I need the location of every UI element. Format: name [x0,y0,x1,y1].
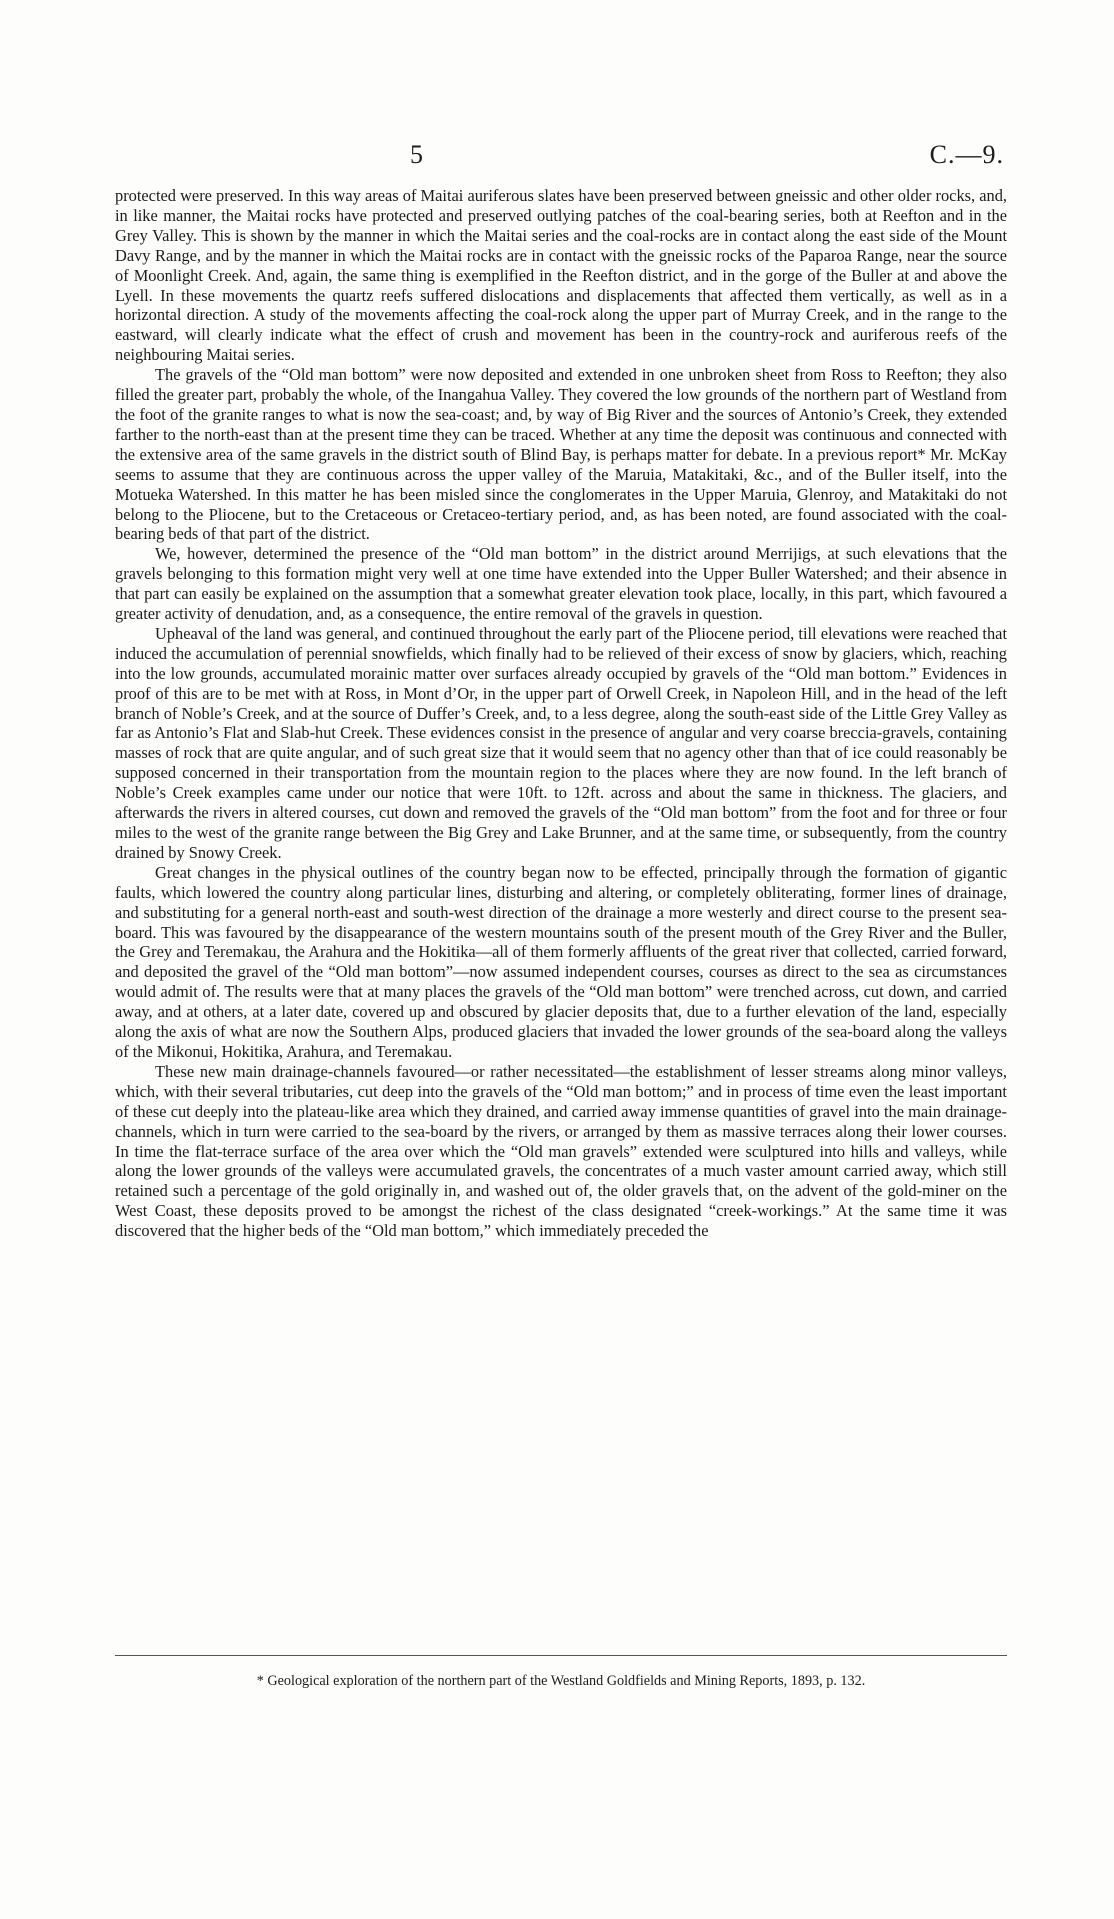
paragraph: We, however, determined the presence of the “Old man bottom” in the district around Merrijigs, at such elevations that the gravels belonging to this formation might very well at one time have extended into the Upper Buller Watershed; and their absence in that part can easily be explained on the assumption that a somewhat greater elevation took place, locally, in this part, which favoured a greater activity of denudation, and, as a consequence, the entire removal of the gravels in question. [115,544,1007,624]
paragraph: protected were preserved. In this way areas of Maitai auriferous slates have been preserved between gneissic and other older rocks, and, in like manner, the Maitai rocks have protected and preserved outlying patches of the coal-bearing series, both at Reefton and in the Grey Valley. This is shown by the manner in which the Maitai series and the coal-rocks are in contact along the east side of the Mount Davy Range, and by the manner in which the Maitai rocks are in contact with the gneissic rocks of the Paparoa Range, near the source of Moonlight Creek. And, again, the same thing is exemplified in the Reefton district, and in the gorge of the Buller at and above the Lyell. In these movements the quartz reefs suffered dislocations and displacements that affected them vertically, as well as in a horizontal direction. A study of the movements affecting the coal-rock along the upper part of Murray Creek, and in the range to the eastward, will clearly indicate what the effect of crush and movement has been in the country-rock and auriferous reefs of the neighbouring Maitai series. [115,186,1007,365]
page-number: 5 [410,140,423,169]
paragraph: These new main drainage-channels favoured—or rather necessitated—the establishment of lesser streams along minor valleys, which, with their several tributaries, cut deep into the gravels of the “Old man bottom;” and in process of time even the least important of these cut deeply into the plateau-like area which they drained, and carried away immense quantities of gravel into the main drainage-channels, which in turn were carried to the sea-board by the rivers, or arranged by them as massive terraces along their lower courses. In time the flat-terrace surface of the area over which the “Old man gravels” extended were sculptured into hills and valleys, while along the lower grounds of the valleys were accumulated gravels, the concentrates of a much vaster amount carried away, which still retained such a percentage of the gold originally in, and washed out of, the older gravels that, on the advent of the gold-miner on the West Coast, these deposits proved to be amongst the richest of the class designated “creek-workings.” At the same time it was discovered that the higher beds of the “Old man bottom,” which immediately preceded the [115,1061,1007,1241]
body-text [115,186,1007,1241]
paragraph: Upheaval of the land was general, and continued throughout the early part of the Pliocene period, till elevations were reached that induced the accumulation of perennial snowfields, which finally had to be relieved of their excess of snow by glaciers, which, reaching into the low grounds, accumulated morainic matter over surfaces already occupied by gravels of the “Old man bottom.” Evidences in proof of this are to be met with at Ross, in Mont d’Or, in the upper part of Orwell Creek, in Napoleon Hill, and in the head of the left branch of Noble’s Creek, and at the source of Duffer’s Creek, and, to a less degree, along the south-east side of the Little Grey Valley as far as Antonio’s Flat and Slab-hut Creek. These evidences consist in the presence of angular and very coarse breccia-gravels, containing masses of rock that are quite angular, and of such great size that it would seem that no agency other than that of ice could reasonably be supposed concerned in their transportation from the mountain region to the places where they are now found. In the left branch of Noble’s Creek examples came under our notice that were 10ft. to 12ft. across and about the same in thickness. The glaciers, and afterwards the rivers in altered courses, cut down and removed the gravels of the “Old man bottom” from the foot and for three or four miles to the west of the granite range between the Big Grey and Lake Brunner, and at the same time, or subsequently, from the country drained by Snowy Creek. [115,623,1007,862]
footnote: * Geological exploration of the northern part of the Westland Goldfields and Mining Reports, 1893, p. 132. [256,1673,866,1689]
paragraph: Great changes in the physical outlines of the country began now to be effected, principally through the formation of gigantic faults, which lowered the country along particular lines, disturbing and altering, or completely obliterating, former lines of drainage, and substituting for a general north-east and south-west direction of the drainage a more westerly and direct course to the present sea-board. This was favoured by the disappearance of the western mountains south of the present mouth of the Grey River and the Buller, the Grey and Teremakau, the Arahura and the Hokitika—all of them formerly affluents of the great river that collected, carried forward, and deposited the gravel of the “Old man bottom”—now assumed independent courses, courses as direct to the sea as circumstances would admit of. The results were that at many places the gravels of the “Old man bottom” were trenched across, cut down, and carried away, and at others, at a later date, covered up and obscured by glacier deposits that, due to a further elevation of the land, especially along the axis of what are now the Southern Alps, produced glaciers that invaded the lower grounds of the sea-board along the valleys of the Mikonui, Hokitika, Arahura, and Teremakau. [115,862,1007,1061]
page-header [0,140,1114,180]
document-reference: C.—9. [929,140,1004,169]
paragraph: The gravels of the “Old man bottom” were now deposited and extended in one unbroken sheet from Ross to Reefton; they also filled the greater part, probably the whole, of the Inangahua Valley. They covered the low grounds of the northern part of Westland from the foot of the granite ranges to what is now the sea-coast; and, by way of Big River and the sources of Antonio’s Creek, they extended farther to the north-east than at the present time they can be traced. Whether at any time the deposit was continuous and connected with the extensive area of the same gravels in the district south of Blind Bay, is perhaps matter for debate. In a previous report* Mr. McKay seems to assume that they are continuous across the upper valley of the Maruia, Matakitaki, &c., and of the Buller itself, into the Motueka Watershed. In this matter he has been misled since the conglomerates in the Upper Maruia, Glenroy, and Matakitaki do not belong to the Pliocene, but to the Cretaceous or Cretaceo-tertiary period, and, as has been noted, are found associated with the coal-bearing beds of that part of the district. [115,365,1007,544]
footnote-rule [115,1655,1007,1656]
